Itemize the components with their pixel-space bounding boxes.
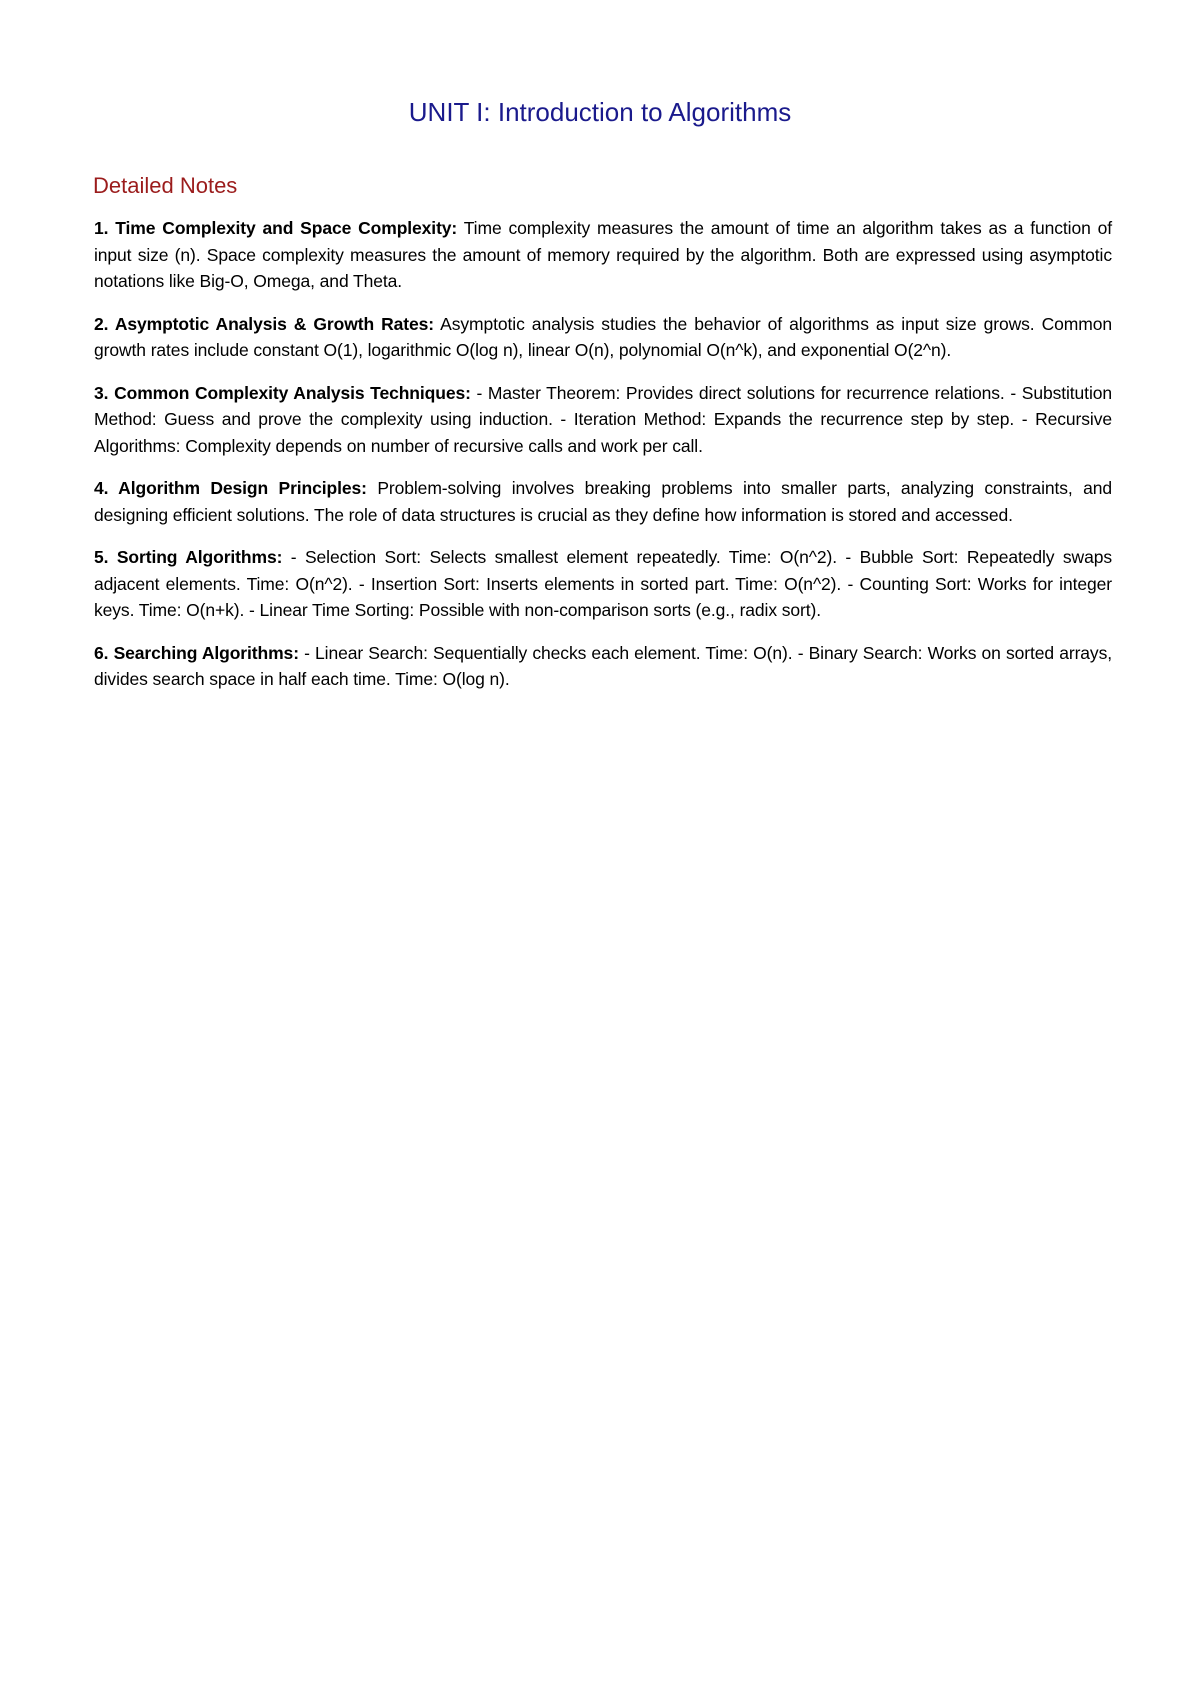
note-heading: 1. Time Complexity and Space Complexity: [94, 218, 458, 238]
note-heading: 6. Searching Algorithms: [94, 642, 299, 663]
note-searching-algorithms [94, 640, 1112, 693]
note-asymptotic-analysis [94, 311, 1112, 364]
note-body: - Master Theorem: Provides direct solutions for recurrence relations. - Substitution Method: Guess and prove the complexity using induction. - Iteration Method: Expands the recurrence step by step. - Recursive Algorithms: Complexity depends on number of recursive calls and work per call. [94, 382, 1113, 456]
note-heading: 4. Algorithm Design Principles: [94, 478, 367, 498]
page-title: UNIT I: Introduction to Algorithms [408, 97, 792, 127]
note-heading: 3. Common Complexity Analysis Techniques: [94, 382, 471, 403]
note-body: - Selection Sort: Selects smallest element repeatedly. Time: O(n^2). - Bubble Sort: Repeatedly swaps adjacent elements. Time: O(n^2). - Insertion Sort: Inserts elements in sorted part. Time: O(n^2). - Counting Sort: Works for integer keys. Time: O(n+k). - Linear Time Sorting: Possible with non-comparison sorts (e.g., radix sort). [94, 547, 1112, 620]
note-complexity-techniques [94, 380, 1112, 460]
note-design-principles [94, 475, 1112, 528]
note-heading: 5. Sorting Algorithms: [94, 547, 283, 567]
note-body: - Linear Search: Sequentially checks each element. Time: O(n). - Binary Search: Works on sorted arrays, divides search space in half each time. Time: O(log n). [94, 642, 1112, 689]
note-time-space-complexity [94, 215, 1112, 295]
note-body: Time complexity measures the amount of time an algorithm takes as a function of input size (n). Space complexity measures the amount of memory required by the algorithm. Both are expressed using asymptotic notations like Big-O, Omega, and Theta. [94, 218, 1112, 291]
section-subtitle: Detailed Notes [93, 173, 238, 198]
note-body: Asymptotic analysis studies the behavior of algorithms as input size grows. Common growth rates include constant O(1), logarithmic O(log n), linear O(n), polynomial O(n^k), and exponential O(2^n). [94, 313, 1113, 360]
notes-list [94, 215, 1112, 709]
note-heading: 2. Asymptotic Analysis & Growth Rates: [94, 313, 435, 334]
note-sorting-algorithms [94, 544, 1112, 624]
note-body: Problem-solving involves breaking problems into smaller parts, analyzing constraints, and designing efficient solutions. The role of data structures is crucial as they define how information is stored and accessed. [94, 478, 1112, 525]
